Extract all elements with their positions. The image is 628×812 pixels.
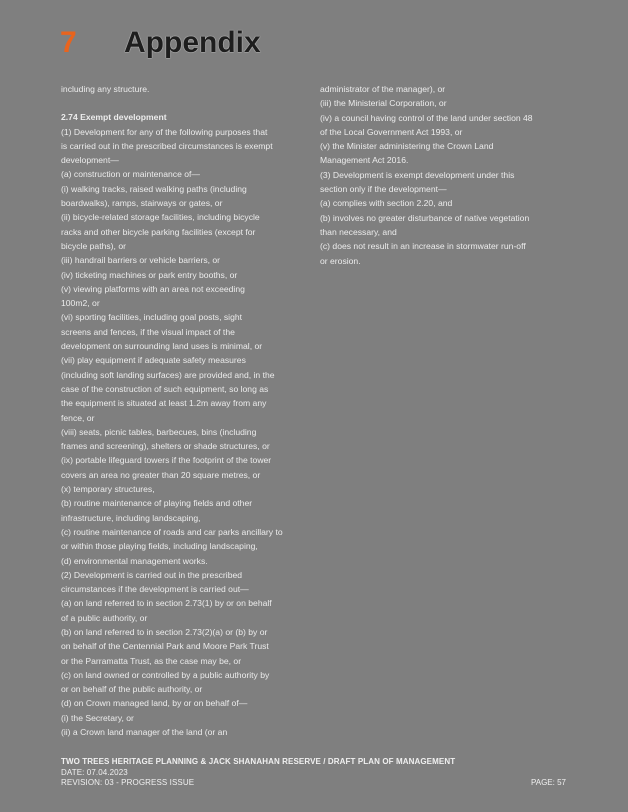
page-footer: [61, 757, 455, 789]
text-line: (iv) ticketing machines or park entry booths, or: [61, 269, 238, 280]
text-line: or erosion.: [320, 255, 361, 266]
text-line: (a) complies with section 2.20, and: [320, 198, 453, 209]
text-line: (b) involves no greater disturbance of native vegetation: [320, 212, 530, 223]
footer-date: DATE: 07.04.2023: [61, 767, 128, 777]
text-line: bicycle paths), or: [61, 240, 126, 251]
text-line: (b) on land referred to in section 2.73(2)(a) or (b) by or: [61, 626, 268, 637]
text-line: (x) temporary structures,: [61, 484, 155, 495]
text-line: boardwalks), ramps, stairways or gates, or: [61, 198, 223, 209]
text-line: (a) construction or maintenance of—: [61, 169, 200, 180]
text-line: (a) on land referred to in section 2.73(1) by or on behalf: [61, 598, 272, 609]
text-line: frames and screening), shelters or shade structures, or: [61, 441, 270, 452]
text-line: (viii) seats, picnic tables, barbecues, bins (including: [61, 426, 257, 437]
text-line: of a public authority, or: [61, 612, 148, 623]
text-line: (ii) a Crown land manager of the land (or an: [61, 727, 228, 738]
text-line: administrator of the manager), or: [320, 84, 446, 94]
text-line: (vi) sporting facilities, including goal posts, sight: [61, 312, 243, 323]
text-line: (including soft landing surfaces) are provided and, in the: [61, 369, 275, 380]
text-line: (c) on land owned or controlled by a public authority by: [61, 669, 270, 680]
text-line: (d) environmental management works.: [61, 555, 208, 566]
paragraph-gap: [61, 96, 309, 110]
text-line: 100m2, or: [61, 298, 100, 309]
text-line: on behalf of the Centennial Park and Moore Park Trust: [61, 641, 269, 652]
text-line: (v) the Minister administering the Crown Land: [320, 141, 494, 152]
text-line: the equipment is situated at least 1.2m away from any: [61, 398, 267, 409]
text-line: (ii) bicycle-related storage facilities, including bicycle: [61, 212, 260, 223]
text-line: (1) Development for any of the following purposes that: [61, 126, 268, 137]
section-heading: 2.74 Exempt development: [61, 112, 167, 123]
text-line: (iii) the Ministerial Corporation, or: [320, 98, 447, 109]
text-line: infrastructure, including landscaping,: [61, 512, 201, 523]
text-line: fence, or: [61, 412, 95, 423]
text-line: (i) the Secretary, or: [61, 712, 134, 723]
text-line: section only if the development—: [320, 184, 447, 195]
right-text-column: [320, 82, 580, 268]
text-line: or on behalf of the public authority, or: [61, 684, 203, 695]
footer-revision: REVISION: 03 - PROGRESS ISSUE: [61, 778, 195, 787]
text-line: racks and other bicycle parking facilities (except for: [61, 226, 256, 237]
text-line: (v) viewing platforms with an area not exceeding: [61, 283, 245, 294]
text-line: is carried out in the prescribed circumstances is exempt: [61, 140, 273, 151]
text-line: than necessary, and: [320, 226, 397, 237]
text-line: (3) Development is exempt development under this: [320, 169, 515, 180]
page-number: PAGE: 57: [531, 778, 566, 787]
footer-project-line: TWO TREES HERITAGE PLANNING & JACK SHANAHAN RESERVE / DRAFT PLAN OF MANAGEMENT: [61, 757, 456, 766]
text-line: (c) routine maintenance of roads and car parks ancillary to: [61, 526, 283, 537]
text-line: (d) on Crown managed land, by or on behalf of—: [61, 698, 248, 709]
text-line: (i) walking tracks, raised walking paths (including: [61, 183, 247, 194]
left-text-column: [61, 82, 309, 739]
text-line: (vii) play equipment if adequate safety measures: [61, 355, 246, 366]
text-line: (b) routine maintenance of playing fields and other: [61, 498, 253, 509]
chapter-number: 7: [60, 26, 77, 59]
chapter-title: Appendix: [124, 26, 261, 59]
text-line: or the Parramatta Trust, as the case may be, or: [61, 655, 242, 666]
text-line: covers an area no greater than 20 square metres, or: [61, 469, 261, 480]
text-line: (iii) handrail barriers or vehicle barriers, or: [61, 255, 221, 266]
text-line: Management Act 2016.: [320, 155, 409, 166]
text-line: (iv) a council having control of the land under section 48: [320, 112, 533, 123]
text-line: development on surrounding land uses is minimal, or: [61, 341, 263, 352]
text-line: or within those playing fields, including landscaping,: [61, 541, 258, 552]
text-line: case of the construction of such equipment, so long as: [61, 383, 269, 394]
text-line: screens and fences, if the visual impact of the: [61, 326, 235, 337]
text-line: (c) does not result in an increase in stormwater run-off: [320, 241, 526, 252]
text-line: of the Local Government Act 1993, or: [320, 126, 463, 137]
text-line: including any structure.: [61, 84, 150, 94]
text-line: development—: [61, 155, 119, 166]
text-line: (ix) portable lifeguard towers if the footprint of the tower: [61, 455, 272, 466]
text-line: (2) Development is carried out in the prescribed: [61, 569, 243, 580]
text-line: circumstances if the development is carried out—: [61, 584, 249, 595]
